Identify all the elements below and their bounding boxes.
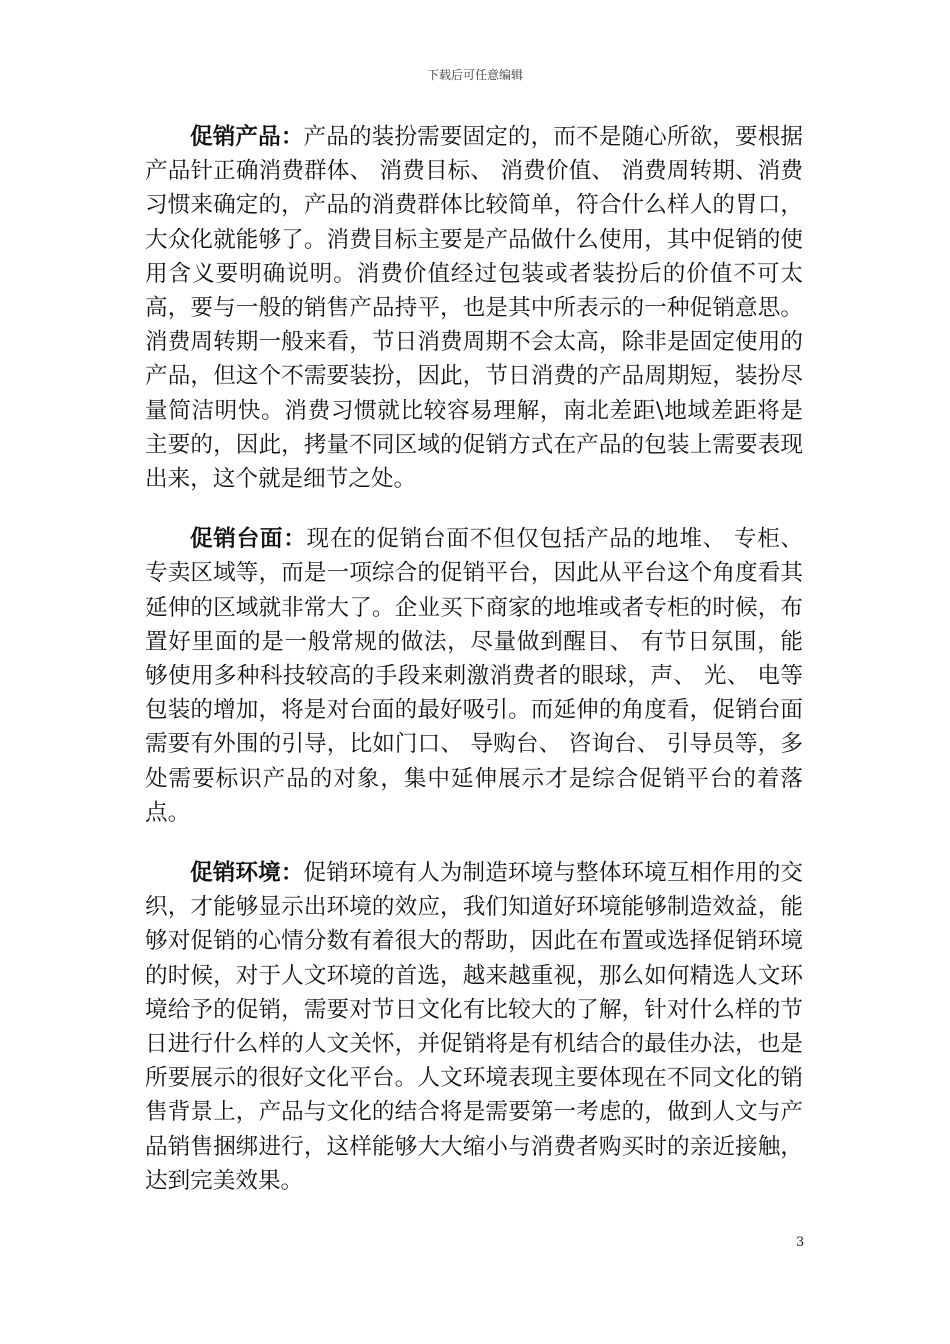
page-number: 3 bbox=[796, 1235, 805, 1250]
paragraph-heading: 促销台面： bbox=[190, 526, 307, 553]
paragraph-text: 促销环境有人为制造环境与整体环境互相作用的交织，才能够显示出环境的效应，我们知道好环境能够制造效益，能够对促销的心情分数有着很大的帮助，因此在布置或选择促销环境的时候，对于人文环境的首选，越来越重视，那么如何精选人文环境给予的促销，需要对节日文化有比较大的了解，针对什么样的节日进行什么样的人文关怀，并促销将是有机结合的最佳办法，也是所要展示的很好文化平台。人文环境表现主要体现在不同文化的销售背景上，产品与文化的结合将是需要第一考虑的，做到人文与产品销售捆绑进行，这样能够大大缩小与消费者购买时的亲近接触，达到完美效果。 bbox=[145, 860, 804, 1194]
paragraph-heading: 促销产品： bbox=[190, 124, 304, 150]
paragraph-environment bbox=[145, 856, 803, 1198]
page-header: 下载后可任意编辑 bbox=[426, 68, 523, 82]
paragraph-counter bbox=[145, 522, 803, 830]
paragraph-text: 产品的装扮需要固定的，而不是随心所欲，要根据产品针正确消费群体、 消费目标、 消费价值、 消费周转期、消费习惯来确定的，产品的消费群体比较简单，符合什么样人的胃口，大众化就能够了。消费目标主要是产品做什么使用，其中促销的使用含义要明确说明。消费价值经过包装或者装扮后的价值不可太高，要与一般的销售产品持平，也是其中所表示的一种促销意思。消费周转期一般来看，节日消费周期不会太高，除非是固定使用的产品，但这个不需要装扮，因此，节日消费的产品周期短，装扮尽量简洁明快。消费习惯就比较容易理解，南北差距\地域差距将是主要的，因此，拷量不同区域的促销方式在产品的包装上需要表现出来，这个就是细节之处。 bbox=[145, 124, 804, 493]
paragraph-product bbox=[145, 120, 803, 496]
paragraph-text: 现在的促销台面不但仅包括产品的地堆、 专柜、专卖区域等，而是一项综合的促销平台，因此从平台这个角度看其延伸的区域就非常大了。企业买下商家的地堆或者专柜的时候，布置好里面的是一般常规的做法，尽量做到醒目、 有节日氛围，能够使用多种科技较高的手段来刺激消费者的眼球，声、 光、 电等包装的增加，将是对台面的最好吸引。而延伸的角度看，促销台面需要有外围的引导，比如门口、 导购台、 咨询台、 引导员等，多处需要标识产品的对象，集中延伸展示才是综合促销平台的着落点。 bbox=[145, 526, 804, 826]
paragraph-heading: 促销环境： bbox=[190, 860, 304, 887]
document-body bbox=[145, 120, 803, 1224]
